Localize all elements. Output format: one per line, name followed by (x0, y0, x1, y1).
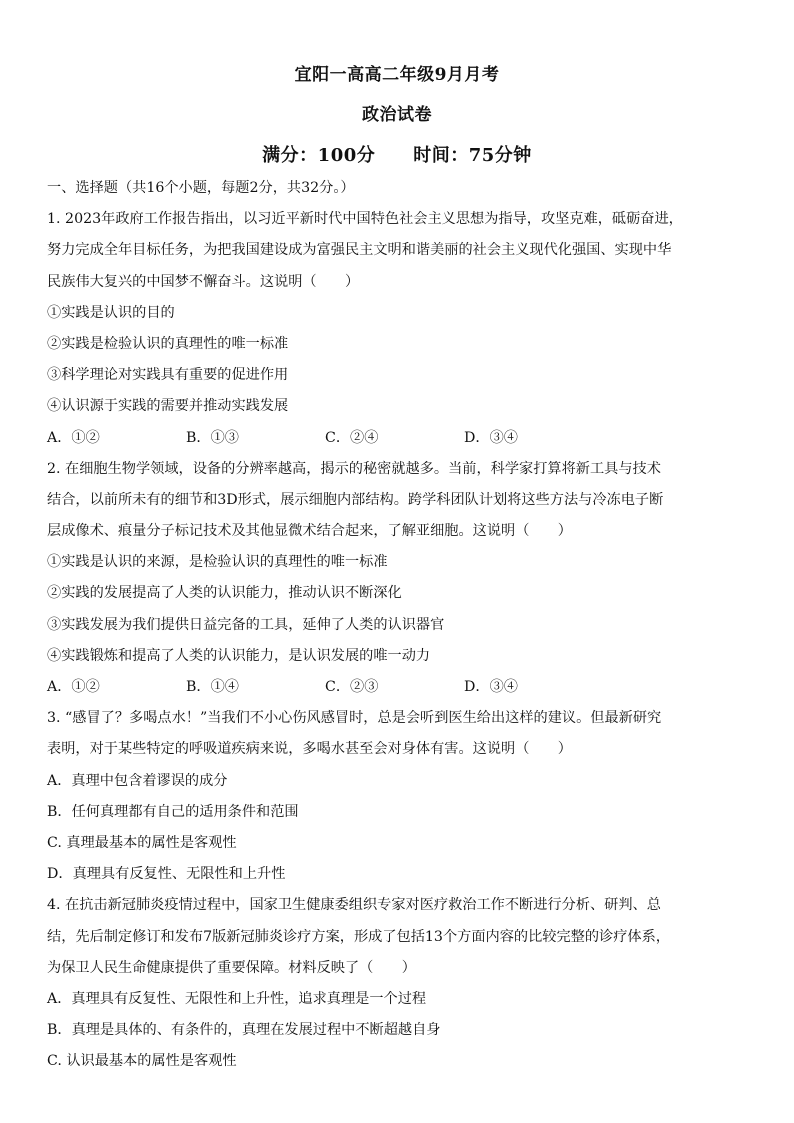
question-stem-line: 结，先后制定修订和发布7版新冠肺炎诊疗方案，形成了包括13个方面内容的比较完整的诊疗体系， (47, 928, 670, 945)
question-1 (47, 204, 759, 454)
question-stem-line: 3. “感冒了？多喝点水！”当我们不小心伤风感冒时，总是会听到医生给出这样的建议。但最新研究 (47, 710, 662, 727)
exam-body (47, 173, 759, 1077)
statement: ④认识源于实践的需要并推动实践发展 (47, 398, 289, 415)
subject-title: 政治试卷 (362, 105, 432, 125)
option-c: C. 真理最基本的属性是客观性 (47, 834, 237, 851)
time-limit: 时间：75分钟 (413, 145, 532, 166)
section-heading: 一、选择题（共16个小题，每题2分，共32分。） (47, 180, 355, 196)
option-d: D．真理具有反复性、无限性和上升性 (47, 866, 286, 883)
option-c: C．②③ (325, 679, 379, 695)
question-stem-line: 1. 2023年政府工作报告指出，以习近平新时代中国特色社会主义思想为指导，攻坚克难，砥砺奋进， (47, 211, 683, 228)
question-4 (47, 890, 759, 1077)
statement: ③实践发展为我们提供日益完备的工具，延伸了人类的认识器官 (47, 616, 445, 633)
option-c: C. 认识最基本的属性是客观性 (47, 1053, 237, 1070)
option-a: A．①② (47, 429, 100, 446)
option-b: B．任何真理都有自己的适用条件和范围 (47, 803, 299, 820)
answer-options (47, 423, 759, 454)
question-2 (47, 454, 759, 704)
full-score: 满分：100分 (262, 145, 376, 166)
question-stem-line: 2. 在细胞生物学领域，设备的分辨率越高，揭示的秘密就越多。当前，科学家打算将新工具与技术 (47, 460, 661, 477)
question-stem-line: 为保卫人民生命健康提供了重要保障。材料反映了（ ） (47, 959, 416, 976)
statement: ④实践锻炼和提高了人类的认识能力，是认识发展的唯一动力 (47, 647, 431, 664)
statement: ①实践是认识的目的 (47, 304, 175, 321)
statement: ②实践是检验认识的真理性的唯一标准 (47, 335, 289, 352)
statement: ①实践是认识的来源，是检验认识的真理性的唯一标准 (47, 554, 388, 571)
exam-title: 宜阳一高高二年级9月月考 (294, 65, 500, 85)
statement: ②实践的发展提高了人类的认识能力，推动认识不断深化 (47, 585, 402, 602)
question-stem-line: 层成像术、痕量分子标记技术及其他显微术结合起来，了解亚细胞。这说明（ ） (47, 523, 572, 540)
option-b: B．①③ (186, 429, 239, 446)
option-a: A．①② (47, 679, 100, 695)
answer-options (47, 672, 759, 703)
statement: ③科学理论对实践具有重要的促进作用 (47, 367, 289, 384)
option-d: D．③④ (464, 679, 518, 695)
question-stem-line: 结合，以前所未有的细节和3D形式，展示细胞内部结构。跨学科团队计划将这些方法与冷冻电子断 (47, 491, 664, 508)
score-time-line (0, 141, 794, 167)
option-d: D．③④ (464, 429, 518, 446)
option-b: B．真理是具体的、有条件的，真理在发展过程中不断超越自身 (47, 1022, 441, 1039)
question-stem-line: 努力完成全年目标任务，为把我国建设成为富强民主文明和谐美丽的社会主义现代化强国、实现中华 (47, 242, 672, 259)
option-a: A．真理具有反复性、无限性和上升性，追求真理是一个过程 (47, 990, 427, 1007)
option-b: B．①④ (186, 679, 239, 695)
question-stem-line: 民族伟大复兴的中国梦不懈奋斗。这说明（ ） (47, 273, 360, 290)
question-stem-line: 4. 在抗击新冠肺炎疫情过程中，国家卫生健康委组织专家对医疗救治工作不断进行分析、研判、总 (47, 897, 661, 914)
option-a: A．真理中包含着谬误的成分 (47, 772, 228, 789)
question-stem-line: 表明，对于某些特定的呼吸道疾病来说，多喝水甚至会对身体有害。这说明（ ） (47, 741, 572, 758)
option-c: C．②④ (325, 429, 379, 446)
question-3 (47, 703, 759, 890)
